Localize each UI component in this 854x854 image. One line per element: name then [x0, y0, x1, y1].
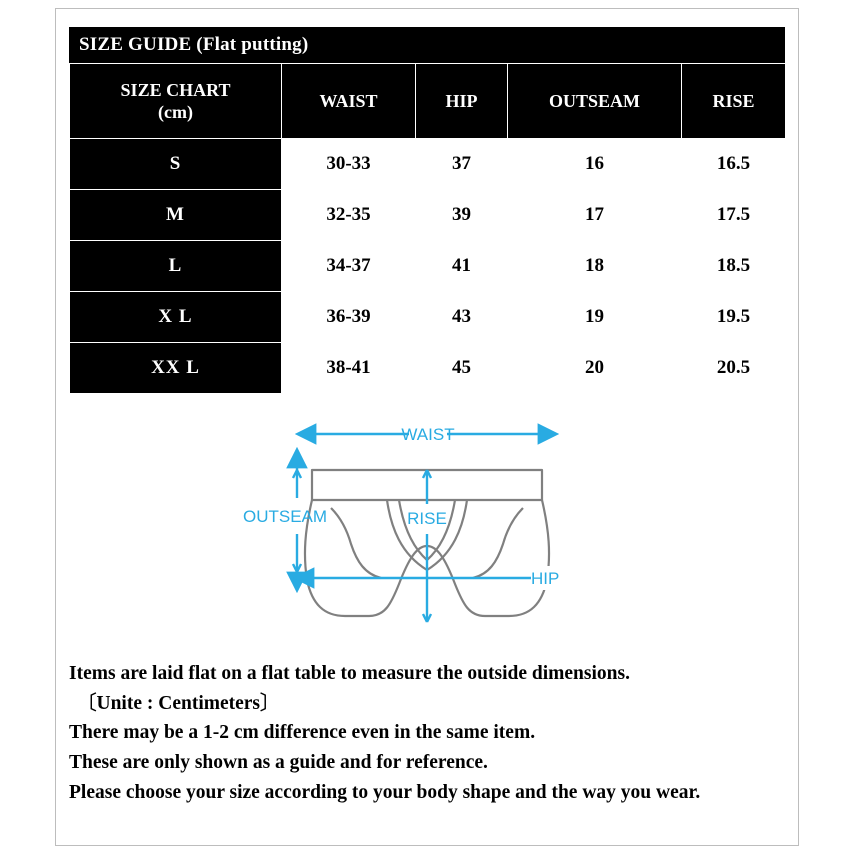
note-line: Please choose your size according to your body shape and the way you wear.	[69, 781, 701, 803]
cell-outseam: 20	[508, 343, 682, 394]
cell-rise: 16.5	[682, 139, 786, 190]
cell-hip: 41	[416, 241, 508, 292]
column-header-waist: WAIST	[282, 64, 416, 139]
cell-hip: 37	[416, 139, 508, 190]
cell-size: X L	[70, 292, 282, 343]
cell-outseam: 17	[508, 190, 682, 241]
table-row	[70, 190, 786, 241]
size-chart-table	[69, 63, 786, 394]
size-chart-label-line1: SIZE CHART	[120, 79, 231, 100]
size-guide-card	[55, 8, 799, 846]
cell-outseam: 19	[508, 292, 682, 343]
note-line: There may be a 1-2 cm difference even in the same item.	[69, 722, 536, 744]
cell-waist: 36-39	[282, 292, 416, 343]
cell-rise: 20.5	[682, 343, 786, 394]
cell-outseam: 18	[508, 241, 682, 292]
cell-size: XX L	[70, 343, 282, 394]
cell-size: M	[70, 190, 282, 241]
table-row	[70, 139, 786, 190]
notes-block	[69, 660, 785, 807]
cell-waist: 38-41	[282, 343, 416, 394]
table-body	[70, 139, 786, 394]
cell-outseam: 16	[508, 139, 682, 190]
hip-label: HIP	[531, 569, 560, 588]
column-header-hip: HIP	[416, 64, 508, 139]
note-line: These are only shown as a guide and for reference.	[69, 751, 488, 773]
rise-label: RISE	[407, 509, 447, 528]
cell-waist: 32-35	[282, 190, 416, 241]
column-header-size-chart	[70, 64, 282, 139]
cell-size: S	[70, 139, 282, 190]
cell-size: L	[70, 241, 282, 292]
cell-hip: 45	[416, 343, 508, 394]
measurement-diagram	[69, 412, 785, 652]
table-header-row	[70, 64, 786, 139]
outseam-label: OUTSEAM	[243, 507, 328, 526]
size-guide-content	[69, 27, 785, 808]
size-guide-title: SIZE GUIDE (Flat putting)	[69, 27, 785, 63]
cell-hip: 43	[416, 292, 508, 343]
note-line: Items are laid flat on a flat table to measure the outside dimensions.	[69, 663, 630, 684]
cell-waist: 34-37	[282, 241, 416, 292]
cell-rise: 19.5	[682, 292, 786, 343]
column-header-outseam: OUTSEAM	[508, 64, 682, 139]
table-row	[70, 292, 786, 343]
column-header-rise: RISE	[682, 64, 786, 139]
size-chart-label-line2: (cm)	[158, 102, 193, 122]
waist-label: WAIST	[401, 425, 455, 444]
cell-hip: 39	[416, 190, 508, 241]
cell-rise: 17.5	[682, 190, 786, 241]
note-line: 〔Unite : Centimeters〕	[77, 692, 280, 714]
table-header	[70, 64, 786, 139]
table-row	[70, 241, 786, 292]
cell-rise: 18.5	[682, 241, 786, 292]
cell-waist: 30-33	[282, 139, 416, 190]
table-row	[70, 343, 786, 394]
